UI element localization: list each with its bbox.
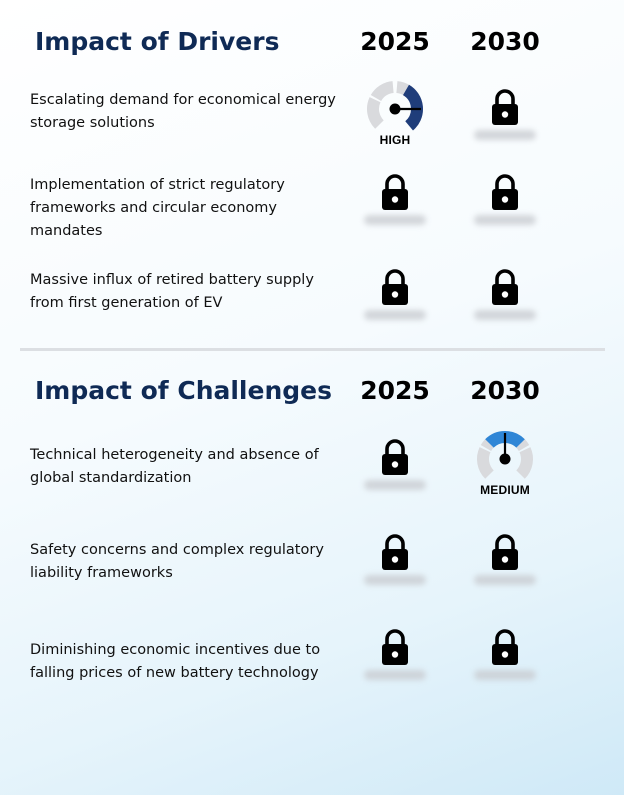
challenge-row-2-line-1: Safety concerns and complex regulatory xyxy=(30,542,324,558)
driver-row-2-text xyxy=(30,174,350,243)
drivers-row-2-2025-cell[interactable] xyxy=(340,173,450,253)
challenge-row-3-line-2: falling prices of new battery technology xyxy=(30,665,319,681)
challenges-row-2-2030-cell[interactable] xyxy=(450,533,560,613)
driver-row-3-text xyxy=(30,269,350,315)
challenges-title: Impact of Challenges xyxy=(35,376,332,405)
locked-value-placeholder xyxy=(364,310,426,320)
gauge-label: HIGH xyxy=(379,133,411,147)
challenge-row-2-line-2: liability frameworks xyxy=(30,565,173,581)
challenges-row-1-2030-cell xyxy=(450,430,560,510)
gauge-icon xyxy=(475,430,535,482)
locked-value-placeholder xyxy=(364,575,426,585)
drivers-row-1-2025-cell xyxy=(340,80,450,160)
driver-row-1-line-1: Escalating demand for economical energy xyxy=(30,92,336,108)
driver-row-3-line-2: from first generation of EV xyxy=(30,295,223,311)
lock-icon xyxy=(380,173,410,211)
lock-icon xyxy=(380,438,410,476)
gauge-label: MEDIUM xyxy=(480,483,530,497)
challenge-row-3-text xyxy=(30,639,350,685)
lock-icon xyxy=(380,628,410,666)
lock-icon xyxy=(490,628,520,666)
driver-row-3-line-1: Massive influx of retired battery supply xyxy=(30,272,314,288)
challenge-row-2-text xyxy=(30,539,350,585)
challenge-row-3-line-1: Diminishing economic incentives due to xyxy=(30,642,321,658)
drivers-row-3-2025-cell[interactable] xyxy=(340,268,450,348)
lock-icon xyxy=(380,268,410,306)
lock-icon xyxy=(490,533,520,571)
locked-value-placeholder xyxy=(474,670,536,680)
locked-value-placeholder xyxy=(364,215,426,225)
drivers-year-2030: 2030 xyxy=(470,27,540,56)
challenge-row-1-line-2: global standardization xyxy=(30,470,192,486)
gauge-icon xyxy=(365,80,425,132)
lock-icon xyxy=(490,88,520,126)
locked-value-placeholder xyxy=(364,670,426,680)
challenges-row-2-2025-cell[interactable] xyxy=(340,533,450,613)
challenges-year-2030: 2030 xyxy=(470,376,540,405)
drivers-row-3-2030-cell[interactable] xyxy=(450,268,560,348)
locked-value-placeholder xyxy=(364,480,426,490)
section-divider xyxy=(20,348,605,351)
locked-value-placeholder xyxy=(474,215,536,225)
driver-row-1-text xyxy=(30,89,350,135)
lock-icon xyxy=(490,268,520,306)
challenges-year-2025: 2025 xyxy=(360,376,430,405)
drivers-row-2-2030-cell[interactable] xyxy=(450,173,560,253)
challenge-row-1-line-1: Technical heterogeneity and absence of xyxy=(30,447,319,463)
locked-value-placeholder xyxy=(474,310,536,320)
driver-row-1-line-2: storage solutions xyxy=(30,115,155,131)
challenges-row-1-2025-cell[interactable] xyxy=(340,438,450,518)
challenges-row-3-2025-cell[interactable] xyxy=(340,628,450,708)
driver-row-2-line-2: frameworks and circular economy mandates xyxy=(30,200,277,239)
drivers-year-2025: 2025 xyxy=(360,27,430,56)
drivers-row-1-2030-cell[interactable] xyxy=(450,88,560,168)
lock-icon xyxy=(490,173,520,211)
drivers-title: Impact of Drivers xyxy=(35,27,280,56)
locked-value-placeholder xyxy=(474,130,536,140)
lock-icon xyxy=(380,533,410,571)
driver-row-2-line-1: Implementation of strict regulatory xyxy=(30,177,285,193)
locked-value-placeholder xyxy=(474,575,536,585)
challenges-row-3-2030-cell[interactable] xyxy=(450,628,560,708)
challenge-row-1-text xyxy=(30,444,350,490)
